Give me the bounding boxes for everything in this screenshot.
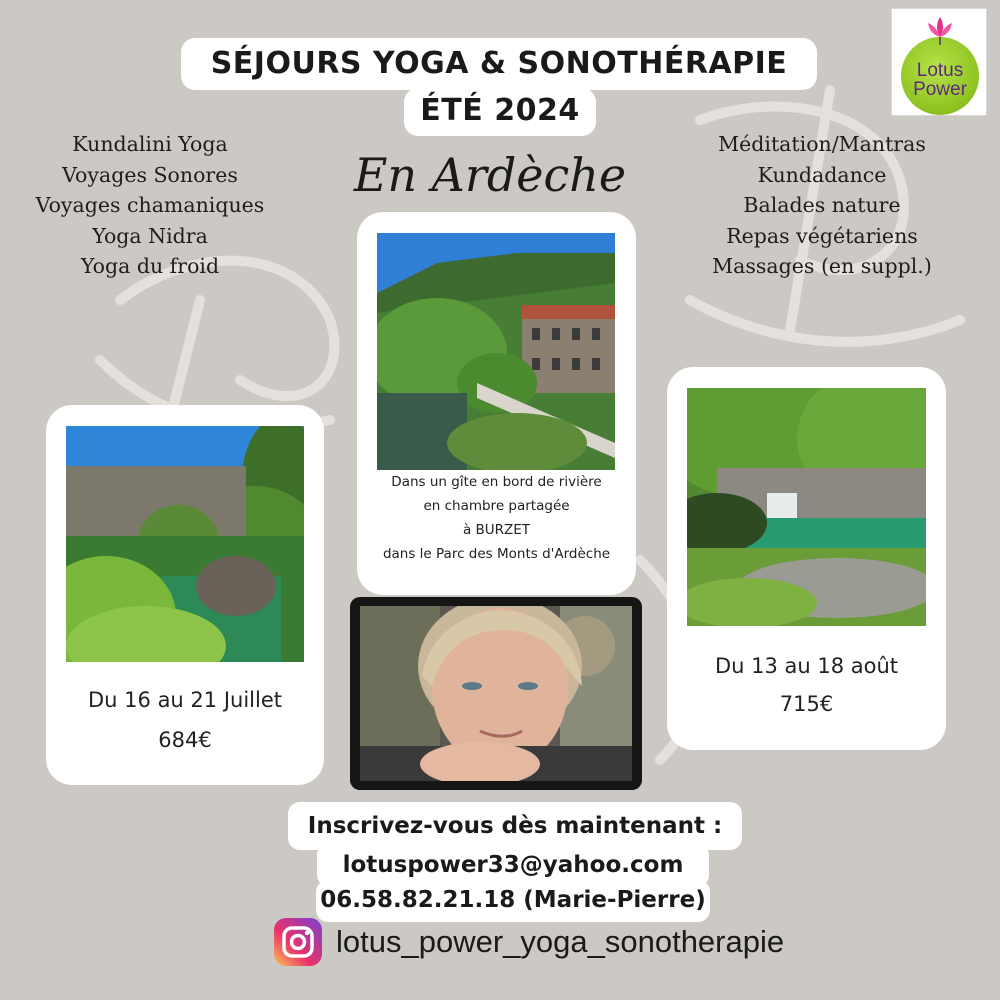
instagram-icon[interactable]	[272, 916, 324, 968]
stay-price-august: 715€	[779, 692, 834, 716]
stay-dates-august: Du 13 au 18 août	[714, 654, 899, 678]
activity-item: Voyages chamaniques	[35, 193, 265, 217]
lotus-flower-icon	[922, 13, 958, 45]
activity-item: Massages (en suppl.)	[712, 254, 932, 278]
title-line-2: ÉTÉ 2024	[404, 88, 596, 136]
waterfall-photo	[687, 388, 926, 626]
activity-item: Balades nature	[743, 193, 901, 217]
stay-price-july: 684€	[158, 728, 212, 752]
subtitle: En Ardèche	[353, 148, 627, 202]
bridge-photo	[66, 426, 304, 662]
laptop-frame	[350, 597, 642, 790]
logo-text-line1: Lotus	[916, 60, 964, 81]
activity-item: Kundadance	[757, 162, 887, 187]
activity-item: Repas végétariens	[726, 223, 918, 248]
location-description	[357, 470, 636, 566]
contact-phone[interactable]: 06.58.82.21.18 (Marie-Pierre)	[316, 880, 710, 922]
title-line-1: SÉJOURS YOGA & SONOTHÉRAPIE	[181, 38, 817, 90]
activity-item: Kundalini Yoga	[72, 132, 228, 156]
activity-item: Voyages Sonores	[62, 162, 238, 187]
signup-cta: Inscrivez-vous dès maintenant :	[288, 802, 742, 850]
stay-dates-july: Du 16 au 21 Juillet	[88, 688, 282, 712]
gite-photo	[377, 233, 615, 470]
activity-item: Yoga Nidra	[92, 223, 208, 248]
activities-right	[672, 129, 972, 282]
lotus-power-logo	[891, 8, 987, 116]
location-line: Dans un gîte en bord de rivière	[391, 474, 602, 490]
location-line: en chambre partagée	[423, 498, 570, 514]
activity-item: Yoga du froid	[80, 254, 220, 278]
instagram-handle[interactable]: lotus_power_yoga_sonotherapie	[336, 924, 785, 959]
activities-left	[10, 129, 290, 282]
location-line: à BURZET	[462, 522, 531, 538]
activity-item: Méditation/Mantras	[718, 132, 926, 156]
contact-email[interactable]: lotuspower33@yahoo.com	[317, 843, 709, 887]
portrait-photo	[360, 606, 632, 781]
location-line: dans le Parc des Monts d'Ardèche	[382, 546, 611, 562]
logo-text-line2: Power	[913, 79, 967, 100]
